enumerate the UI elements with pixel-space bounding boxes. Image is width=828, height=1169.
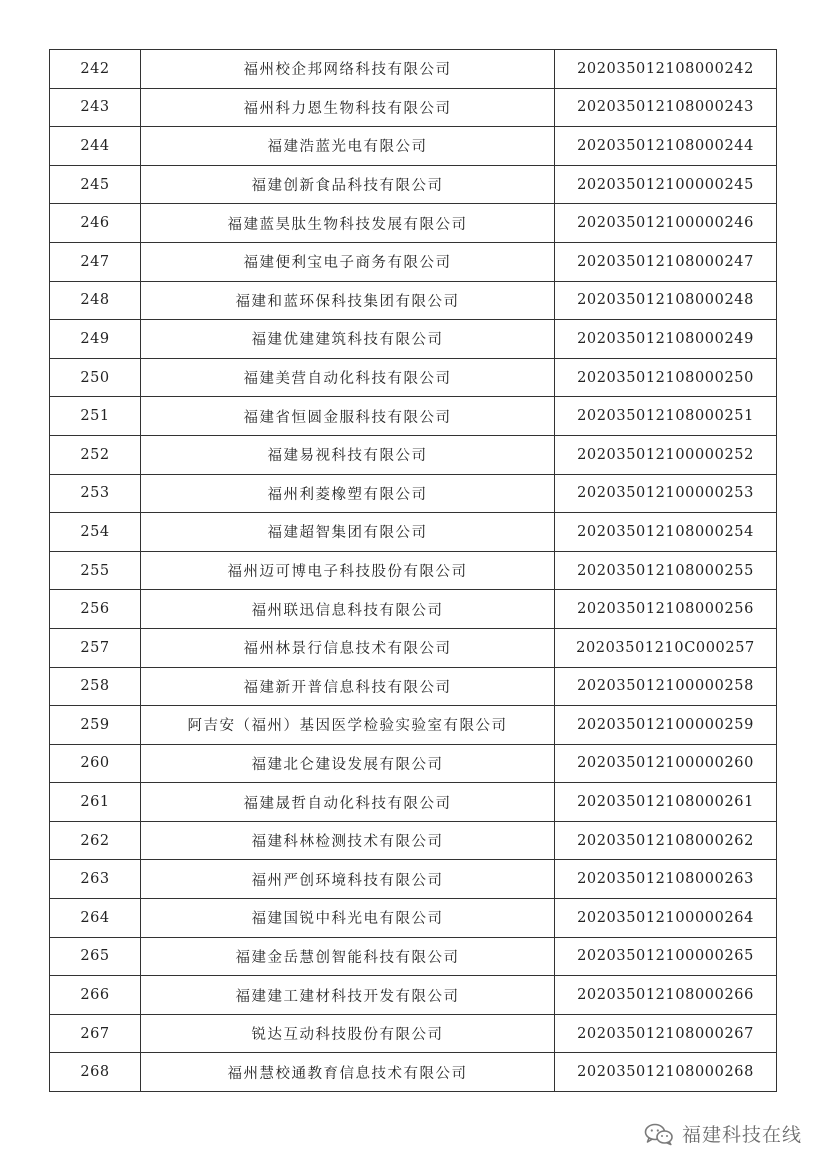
row-number: 258 <box>50 667 141 706</box>
table-row <box>50 127 777 166</box>
company-name: 福建便利宝电子商务有限公司 <box>141 242 555 281</box>
table-row <box>50 628 777 667</box>
company-name: 福建易视科技有限公司 <box>141 435 555 474</box>
registration-code: 202035012108000256 <box>555 590 777 629</box>
company-name: 福建美营自动化科技有限公司 <box>141 358 555 397</box>
company-name: 福建省恒圆金服科技有限公司 <box>141 397 555 436</box>
registration-code: 202035012108000242 <box>555 50 777 89</box>
table-row <box>50 281 777 320</box>
company-name: 福建建工建材科技开发有限公司 <box>141 976 555 1015</box>
company-name: 福州慧校通教育信息技术有限公司 <box>141 1053 555 1092</box>
row-number: 260 <box>50 744 141 783</box>
company-name: 福州利菱橡塑有限公司 <box>141 474 555 513</box>
company-name: 福建超智集团有限公司 <box>141 513 555 552</box>
table-row <box>50 88 777 127</box>
row-number: 263 <box>50 860 141 899</box>
table-row <box>50 590 777 629</box>
row-number: 266 <box>50 976 141 1015</box>
registration-code: 202035012108000244 <box>555 127 777 166</box>
company-name: 福建科林检测技术有限公司 <box>141 821 555 860</box>
table-row <box>50 1014 777 1053</box>
row-number: 242 <box>50 50 141 89</box>
registration-code: 202035012100000253 <box>555 474 777 513</box>
row-number: 254 <box>50 513 141 552</box>
company-name: 福建国锐中科光电有限公司 <box>141 899 555 938</box>
row-number: 268 <box>50 1053 141 1092</box>
company-name: 福建新开普信息科技有限公司 <box>141 667 555 706</box>
row-number: 259 <box>50 706 141 745</box>
table-row <box>50 899 777 938</box>
company-name: 福州科力恩生物科技有限公司 <box>141 88 555 127</box>
row-number: 253 <box>50 474 141 513</box>
table-row <box>50 551 777 590</box>
row-number: 247 <box>50 242 141 281</box>
row-number: 244 <box>50 127 141 166</box>
table-row <box>50 667 777 706</box>
registration-code: 202035012100000265 <box>555 937 777 976</box>
registration-code: 202035012108000262 <box>555 821 777 860</box>
company-name: 福建浩蓝光电有限公司 <box>141 127 555 166</box>
registration-code: 202035012100000246 <box>555 204 777 243</box>
table-row <box>50 165 777 204</box>
table-row <box>50 435 777 474</box>
row-number: 252 <box>50 435 141 474</box>
row-number: 262 <box>50 821 141 860</box>
company-table <box>49 49 777 1092</box>
row-number: 249 <box>50 320 141 359</box>
registration-code: 202035012108000254 <box>555 513 777 552</box>
table-row <box>50 204 777 243</box>
company-name: 福州迈可博电子科技股份有限公司 <box>141 551 555 590</box>
company-name: 福建北仑建设发展有限公司 <box>141 744 555 783</box>
table-row <box>50 783 777 822</box>
company-name: 福建优建建筑科技有限公司 <box>141 320 555 359</box>
table-row <box>50 821 777 860</box>
company-name: 福建晟哲自动化科技有限公司 <box>141 783 555 822</box>
table-row <box>50 1053 777 1092</box>
table-row <box>50 706 777 745</box>
company-name: 福州校企邦网络科技有限公司 <box>141 50 555 89</box>
registration-code: 202035012108000249 <box>555 320 777 359</box>
row-number: 256 <box>50 590 141 629</box>
company-name: 福建和蓝环保科技集团有限公司 <box>141 281 555 320</box>
company-name: 福建蓝昊肽生物科技发展有限公司 <box>141 204 555 243</box>
row-number: 265 <box>50 937 141 976</box>
table-row <box>50 242 777 281</box>
watermark-text: 福建科技在线 <box>681 1124 802 1146</box>
row-number: 264 <box>50 899 141 938</box>
registration-code: 202035012108000250 <box>555 358 777 397</box>
table-row <box>50 397 777 436</box>
company-name: 福州林景行信息技术有限公司 <box>141 628 555 667</box>
registration-code: 202035012108000255 <box>555 551 777 590</box>
row-number: 251 <box>50 397 141 436</box>
row-number: 246 <box>50 204 141 243</box>
company-name: 锐达互动科技股份有限公司 <box>141 1014 555 1053</box>
company-name: 福州联迅信息科技有限公司 <box>141 590 555 629</box>
registration-code: 202035012108000268 <box>555 1053 777 1092</box>
row-number: 250 <box>50 358 141 397</box>
registration-code: 202035012108000247 <box>555 242 777 281</box>
company-name: 福州严创环境科技有限公司 <box>141 860 555 899</box>
row-number: 257 <box>50 628 141 667</box>
row-number: 243 <box>50 88 141 127</box>
company-name: 福建创新食品科技有限公司 <box>141 165 555 204</box>
registration-code: 202035012108000261 <box>555 783 777 822</box>
table-row <box>50 474 777 513</box>
table-row <box>50 50 777 89</box>
table-row <box>50 744 777 783</box>
table-row <box>50 320 777 359</box>
table-row <box>50 937 777 976</box>
registration-code: 202035012108000251 <box>555 397 777 436</box>
row-number: 245 <box>50 165 141 204</box>
registration-code: 202035012100000252 <box>555 435 777 474</box>
table-row <box>50 513 777 552</box>
registration-code: 202035012108000243 <box>555 88 777 127</box>
registration-code: 202035012100000260 <box>555 744 777 783</box>
registration-code: 202035012108000263 <box>555 860 777 899</box>
wechat-icon <box>644 1122 674 1146</box>
company-name: 福建金岳慧创智能科技有限公司 <box>141 937 555 976</box>
registration-code: 202035012100000259 <box>555 706 777 745</box>
registration-code: 202035012108000248 <box>555 281 777 320</box>
registration-code: 202035012108000267 <box>555 1014 777 1053</box>
row-number: 261 <box>50 783 141 822</box>
company-table-body <box>50 50 777 1092</box>
company-name: 阿吉安（福州）基因医学检验实验室有限公司 <box>141 706 555 745</box>
row-number: 267 <box>50 1014 141 1053</box>
table-row <box>50 860 777 899</box>
row-number: 255 <box>50 551 141 590</box>
registration-code: 202035012100000258 <box>555 667 777 706</box>
table-row <box>50 358 777 397</box>
registration-code: 202035012108000266 <box>555 976 777 1015</box>
registration-code: 202035012100000245 <box>555 165 777 204</box>
registration-code: 202035012100000264 <box>555 899 777 938</box>
table-row <box>50 976 777 1015</box>
row-number: 248 <box>50 281 141 320</box>
watermark <box>644 1120 802 1147</box>
registration-code: 20203501210C000257 <box>555 628 777 667</box>
